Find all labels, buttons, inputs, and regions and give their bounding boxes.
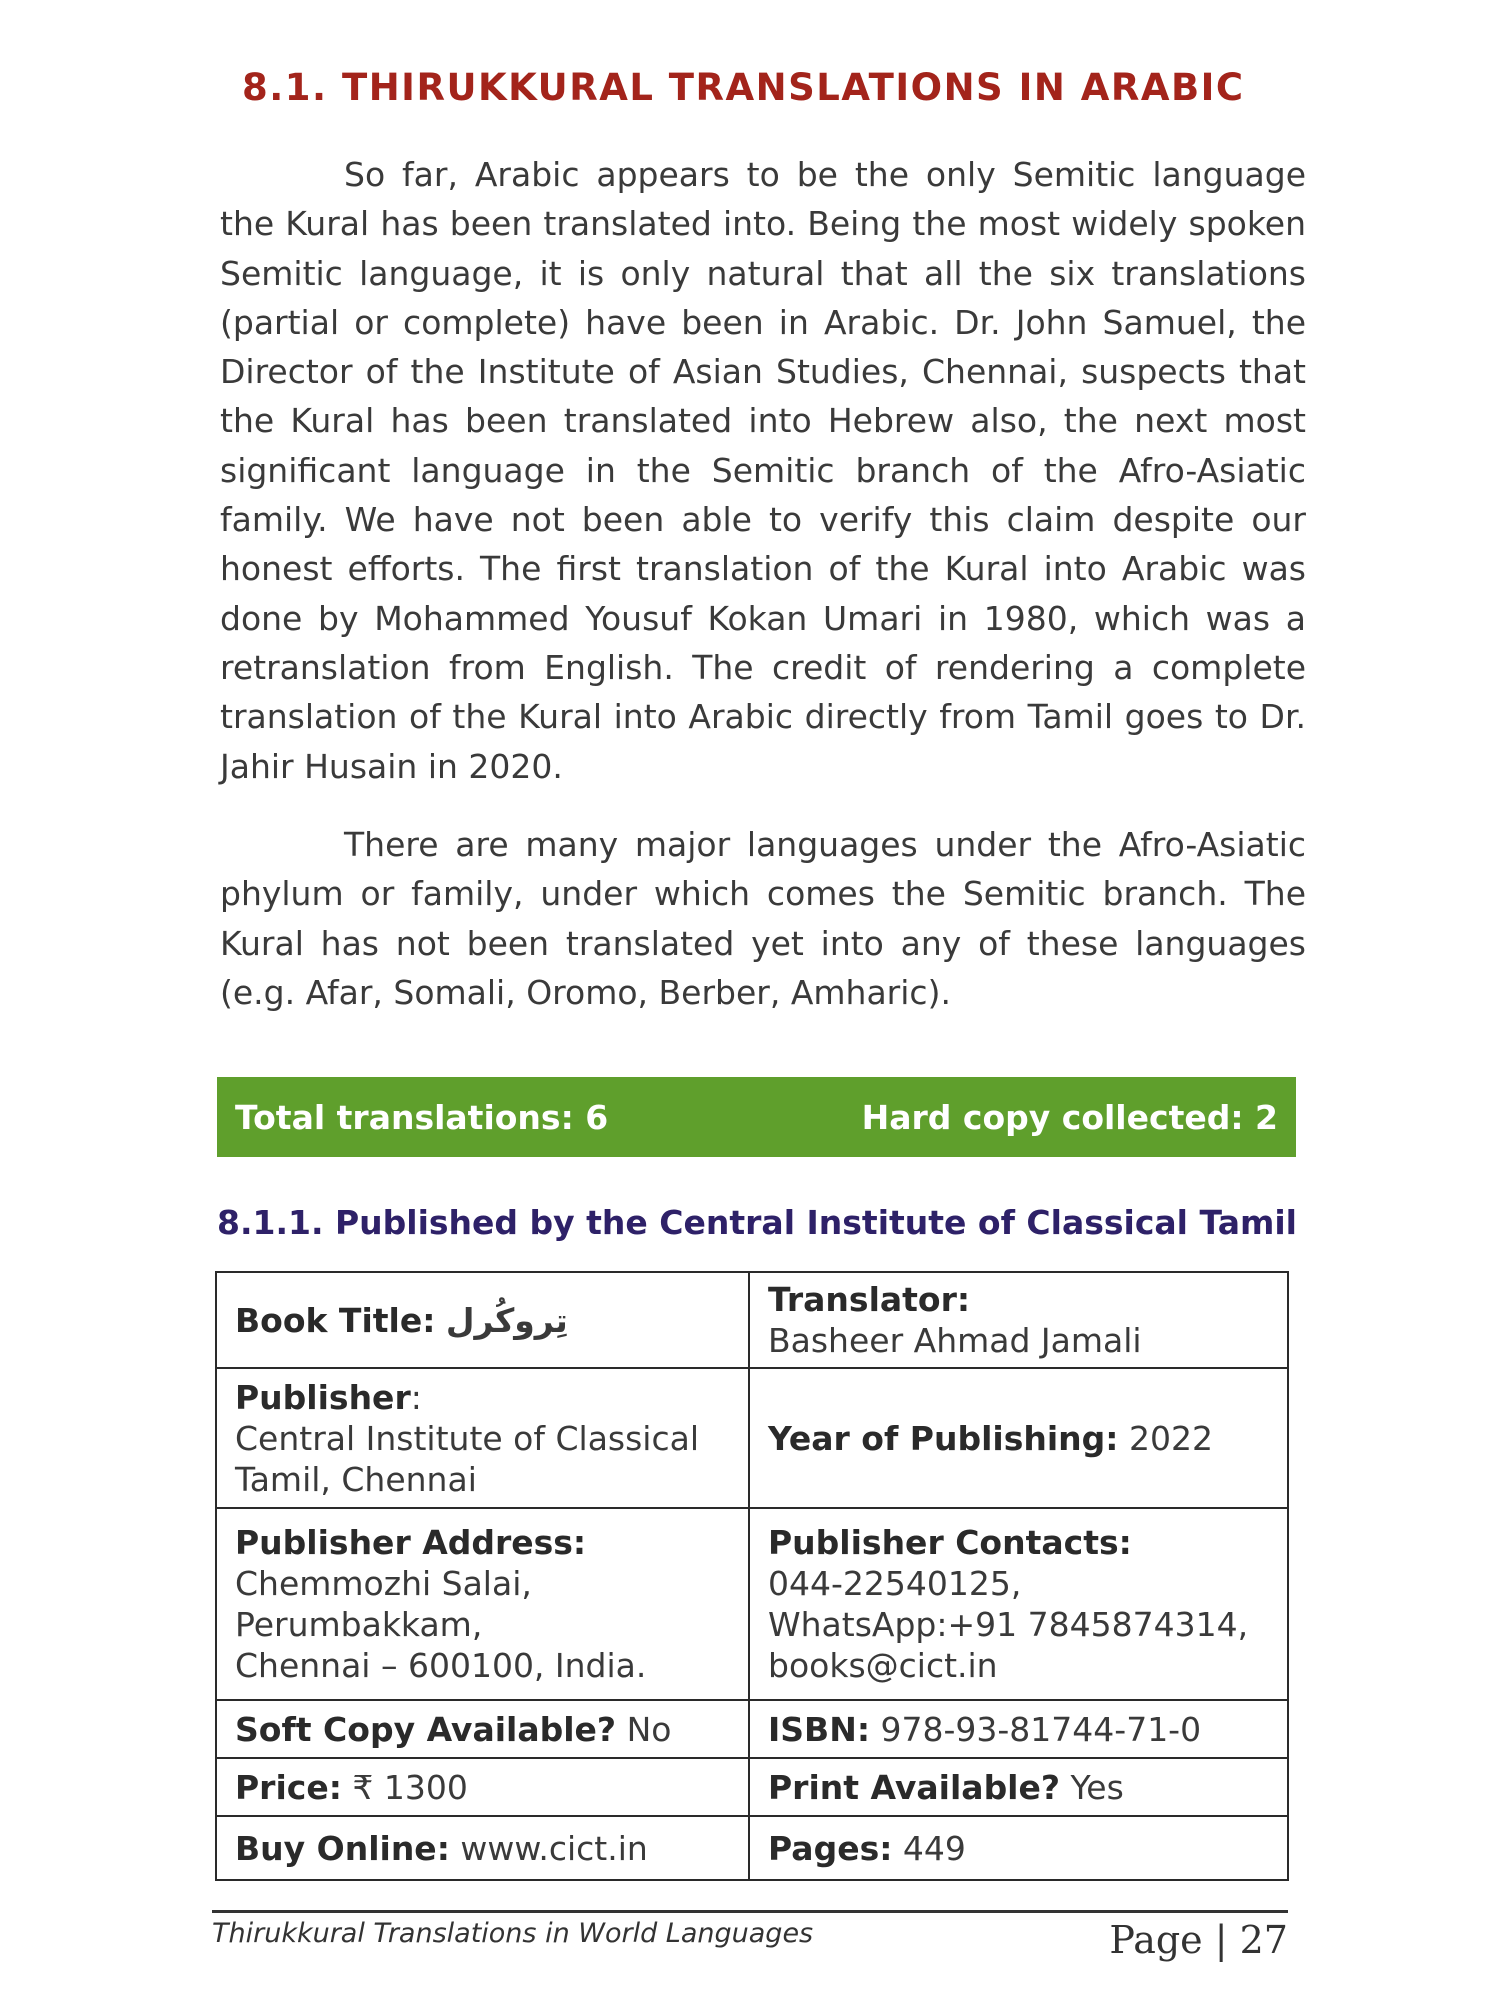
price-cell	[216, 1758, 749, 1816]
print-value: Yes	[1070, 1767, 1124, 1807]
table-row	[216, 1816, 1288, 1880]
table-row	[216, 1368, 1288, 1508]
book-title-cell	[216, 1272, 749, 1368]
buy-online-cell	[216, 1816, 749, 1880]
publisher-cell	[216, 1368, 749, 1508]
year-label: Year of Publishing:	[768, 1418, 1119, 1458]
contacts-cell	[749, 1508, 1288, 1700]
table-row	[216, 1508, 1288, 1700]
translator-value: Basheer Ahmad Jamali	[768, 1321, 1142, 1360]
publisher-value: Central Institute of Classical Tamil, Chennai	[235, 1418, 699, 1499]
book-title-label: Book Title:	[235, 1300, 436, 1340]
contacts-line: books@cict.in	[768, 1646, 998, 1685]
translator-cell	[749, 1272, 1288, 1368]
contacts-line: WhatsApp:+91 7845874314,	[768, 1605, 1249, 1644]
paragraph-arabic-overview	[220, 150, 1306, 791]
softcopy-value: No	[626, 1709, 672, 1749]
isbn-cell	[749, 1700, 1288, 1758]
buy-online-label: Buy Online:	[235, 1828, 450, 1868]
pages-label: Pages:	[768, 1828, 893, 1868]
subsection-heading: 8.1.1. Published by the Central Institute of Classical Tamil	[217, 1203, 1297, 1242]
paragraph-text: There are many major languages under the Afro-Asiatic phylum or family, under which comes the Semitic branch. The Kural has not been translated yet into any of these languages (e.g. Afar, Somali, Oromo, Berber, Amharic).	[220, 825, 1306, 1012]
footer-book-name: Thirukkural Translations in World Languages	[212, 1918, 814, 1949]
pages-value: 449	[902, 1828, 966, 1868]
translation-count-banner	[217, 1077, 1296, 1157]
isbn-label: ISBN:	[768, 1709, 871, 1749]
address-line: Chennai – 600100, India.	[235, 1646, 647, 1685]
table-row	[216, 1700, 1288, 1758]
contacts-line: 044-22540125,	[768, 1564, 1022, 1603]
table-row	[216, 1758, 1288, 1816]
softcopy-cell	[216, 1700, 749, 1758]
price-value: ₹ 1300	[352, 1767, 468, 1807]
year-cell	[749, 1368, 1288, 1508]
price-label: Price:	[235, 1767, 342, 1807]
paragraph-afro-asiatic	[220, 820, 1306, 1017]
address-line: Perumbakkam,	[235, 1605, 483, 1644]
print-cell	[749, 1758, 1288, 1816]
translator-label: Translator:	[768, 1280, 971, 1319]
paragraph-text: So far, Arabic appears to be the only Semitic language the Kural has been translated into. Being the most widely spoken Semitic language, it is only natural that all the six translations (partial or complete) have been in Arabic. Dr. John Samuel, the Director of the Institute of Asian Studies, Chennai, suspects that the Kural has been translated into Hebrew also, the next most significant language in the Semitic branch of the Afro-Asiatic family. We have not been able to verify this claim despite our honest efforts. The first translation of the Kural into Arabic was done by Mohammed Yousuf Kokan Umari in 1980, which was a retranslation from English. The credit of rendering a complete translation of the Kural into Arabic directly from Tamil goes to Dr. Jahir Husain in 2020.	[220, 155, 1306, 786]
total-translations: Total translations: 6	[235, 1097, 609, 1137]
address-line: Chemmozhi Salai,	[235, 1564, 532, 1603]
address-cell	[216, 1508, 749, 1700]
isbn-value: 978-93-81744-71-0	[880, 1709, 1202, 1749]
publisher-label: Publisher	[235, 1377, 411, 1417]
pages-cell	[749, 1816, 1288, 1880]
table-row	[216, 1272, 1288, 1368]
address-label: Publisher Address:	[235, 1523, 587, 1562]
softcopy-label: Soft Copy Available?	[235, 1709, 617, 1749]
print-label: Print Available?	[768, 1767, 1061, 1807]
section-heading: 8.1. THIRUKKURAL TRANSLATIONS IN ARABIC	[242, 66, 1245, 109]
buy-online-value: www.cict.in	[460, 1828, 648, 1868]
contacts-label: Publisher Contacts:	[768, 1523, 1132, 1562]
footer-divider	[212, 1910, 1288, 1913]
publisher-colon: :	[410, 1377, 422, 1417]
book-info-table	[215, 1271, 1289, 1881]
hard-copy-collected: Hard copy collected: 2	[861, 1097, 1278, 1137]
year-value: 2022	[1128, 1418, 1213, 1458]
page-number: Page | 27	[1109, 1918, 1288, 1962]
book-title-value: تِروكُرل	[445, 1300, 568, 1340]
